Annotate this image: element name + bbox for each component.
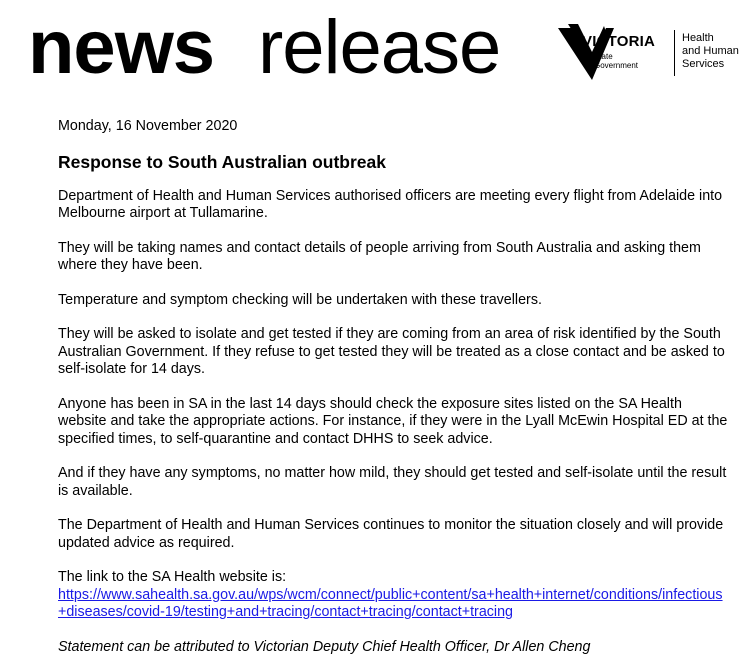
link-block [58, 569, 728, 622]
paragraph-4: They will be asked to isolate and get tested if they are coming from an area of risk identified by the South Australian Government. If they refuse to get tested they will be treated as a close contact and be asked to self-isolate for 14 days. [58, 326, 728, 379]
logo-divider [674, 30, 675, 76]
link-intro: The link to the SA Health website is: [58, 569, 728, 587]
paragraph-5: Anyone has been in SA in the last 14 days should check the exposure sites listed on the SA Health website and take the appropriate actions. For instance, if they were in the Lyall McEwin Hospital ED at the specified times, to self-quarantine and contact DHHS to seek advice. [58, 396, 728, 449]
logo-state-line: State [594, 52, 654, 61]
masthead-release-word: release [258, 10, 500, 86]
attribution-statement: Statement can be attributed to Victorian Deputy Chief Health Officer, Dr Allen Cheng [58, 639, 728, 656]
logo-dept-line-2: and Human [682, 45, 742, 58]
logo-department-name [682, 32, 742, 71]
logo-dept-line-1: Health [682, 32, 742, 45]
logo-state-government [594, 52, 654, 70]
masthead [28, 10, 728, 90]
sa-health-link[interactable]: https://www.sahealth.sa.gov.au/wps/wcm/connect/public+content/sa+health+internet/conditions/infectious+diseases/covid-19/testing+and+tracing/contact+tracing/contact+tracing [58, 587, 728, 622]
paragraph-6: And if they have any symptoms, no matter how mild, they should get tested and self-isolate until the result is available. [58, 465, 728, 500]
paragraph-1: Department of Health and Human Services authorised officers are meeting every flight from Adelaide into Melbourne airport at Tullamarine. [58, 188, 728, 223]
victoria-government-logo [556, 22, 736, 82]
paragraph-2: They will be taking names and contact details of people arriving from South Australia and asking them where they have been. [58, 240, 728, 275]
logo-brand-text: VICTORIA [582, 34, 655, 49]
logo-government-line: Government [594, 61, 654, 70]
release-body [58, 118, 728, 656]
paragraph-3: Temperature and symptom checking will be undertaken with these travellers. [58, 292, 728, 310]
logo-dept-line-3: Services [682, 58, 742, 71]
masthead-news-word: news [28, 10, 214, 86]
release-headline: Response to South Australian outbreak [58, 151, 728, 173]
release-date: Monday, 16 November 2020 [58, 118, 728, 136]
paragraph-7: The Department of Health and Human Services continues to monitor the situation closely and will provide updated advice as required. [58, 517, 728, 552]
